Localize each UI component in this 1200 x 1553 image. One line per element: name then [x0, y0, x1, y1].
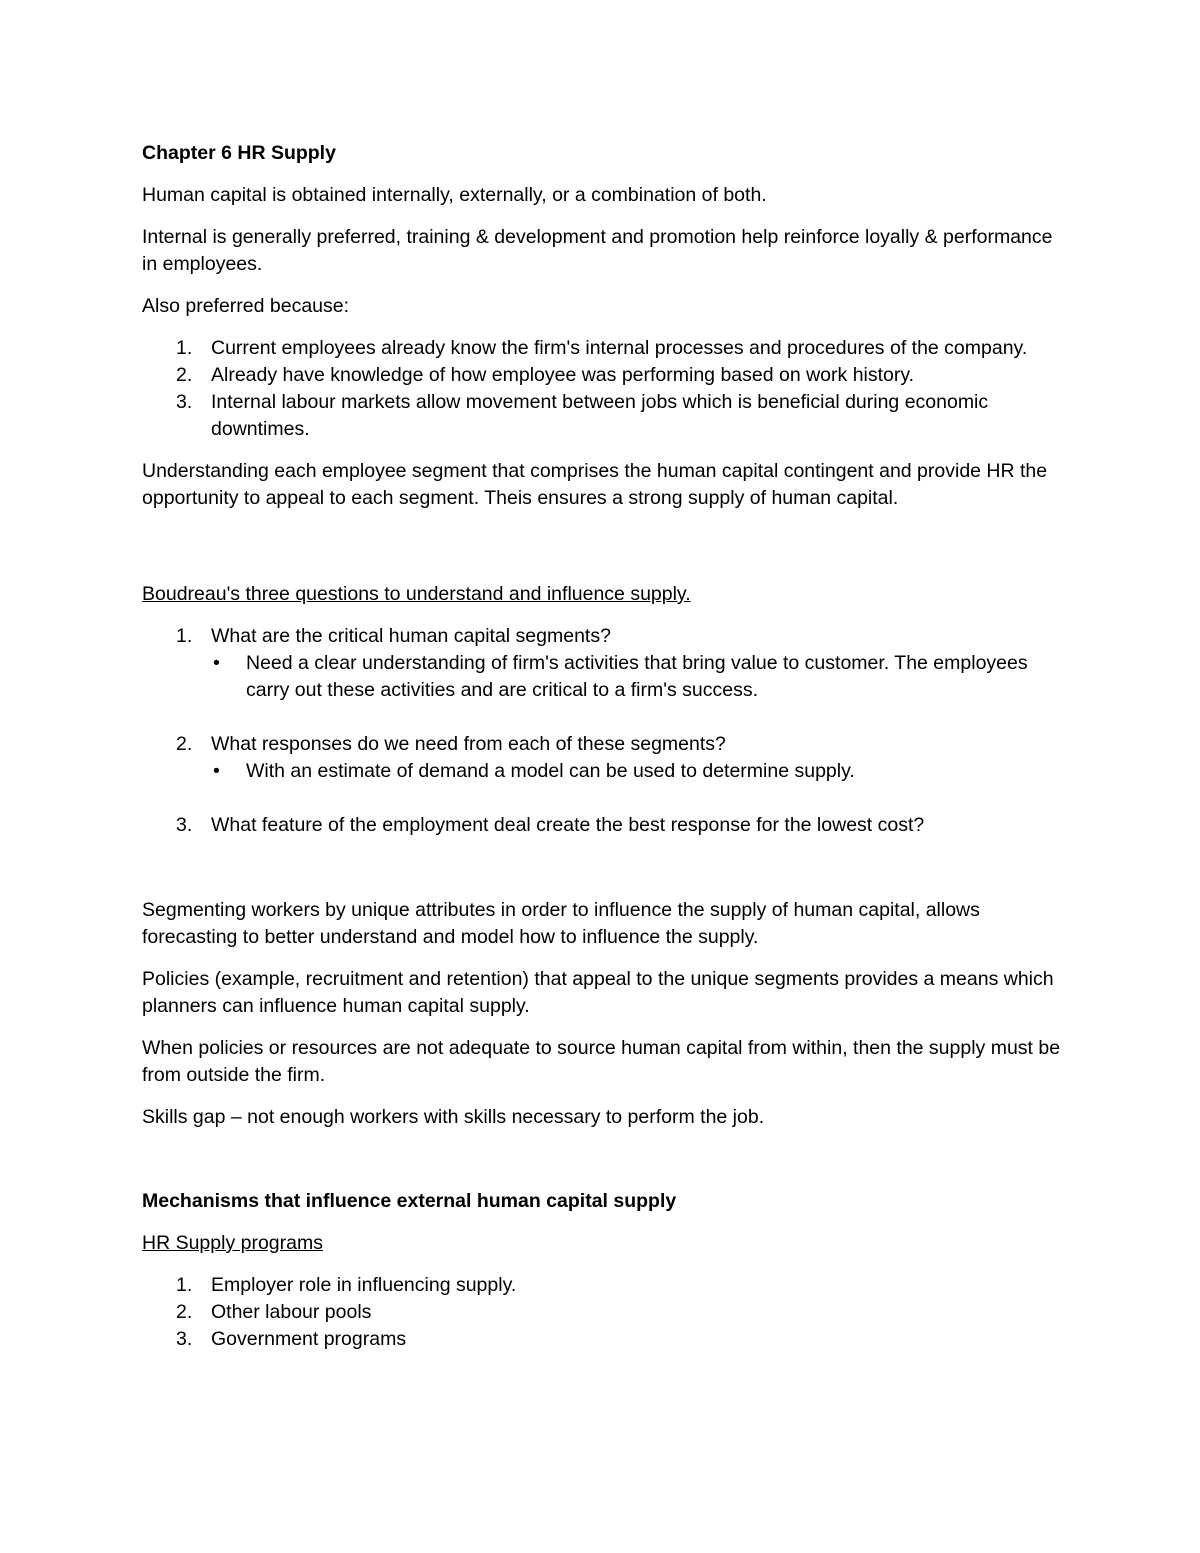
bullet-text: Need a clear understanding of firm's activities that bring value to customer. The employees carry out these activities and are critical to a firm's success. [246, 652, 1028, 701]
intro-paragraph-1: Human capital is obtained internally, externally, or a combination of both. [142, 184, 767, 206]
list-item [142, 1299, 1062, 1326]
list-item [142, 731, 1062, 785]
list-number: 2. [176, 733, 193, 755]
list-number: 1. [176, 625, 193, 647]
list-number: 3. [176, 391, 193, 413]
boudreau-heading: Boudreau's three questions to understand and influence supply. [142, 583, 691, 605]
list-number: 1. [176, 1274, 193, 1296]
list-item-text: Already have knowledge of how employee was performing based on work history. [211, 364, 915, 386]
list-item-text: Internal labour markets allow movement between jobs which is beneficial during economic downtimes. [211, 391, 989, 440]
list-item-text: Employer role in influencing supply. [211, 1274, 517, 1296]
list-item [142, 812, 1062, 839]
list-item-text: What are the critical human capital segments? [211, 625, 611, 647]
list-number: 2. [176, 364, 193, 386]
bullet-glyph: • [213, 652, 220, 674]
list-item-text: What feature of the employment deal create the best response for the lowest cost? [211, 814, 925, 836]
list-number: 3. [176, 814, 193, 836]
bullet-glyph: • [213, 760, 220, 782]
list-number: 2. [176, 1301, 193, 1323]
list-number: 3. [176, 1328, 193, 1350]
list-number: 1. [176, 337, 193, 359]
after-paragraph-4: Skills gap – not enough workers with skills necessary to perform the job. [142, 1106, 765, 1128]
document-title: Chapter 6 HR Supply [142, 142, 336, 164]
bullet-item [211, 650, 1062, 704]
mechanisms-list [142, 1272, 1062, 1353]
intro-paragraph-2: Internal is generally preferred, training & development and promotion help reinforce loyally & performance in employees. [142, 226, 1053, 275]
document-page [142, 140, 1062, 1368]
list-item-text: Current employees already know the firm's internal processes and procedures of the company. [211, 337, 1028, 359]
after-paragraph-3: When policies or resources are not adequate to source human capital from within, then the supply must be from outside the firm. [142, 1037, 1061, 1086]
sub-bullet-list [211, 758, 1062, 785]
after-paragraph-2: Policies (example, recruitment and retention) that appeal to the unique segments provides a means which planners can influence human capital supply. [142, 968, 1054, 1017]
intro-paragraph-3: Also preferred because: [142, 295, 350, 317]
list-item [142, 1272, 1062, 1299]
after-paragraph-1: Segmenting workers by unique attributes in order to influence the supply of human capital, allows forecasting to better understand and model how to influence the supply. [142, 899, 980, 948]
sub-bullet-list [211, 650, 1062, 704]
mechanisms-heading: Mechanisms that influence external human capital supply [142, 1190, 677, 1212]
list-item [142, 1326, 1062, 1353]
bullet-item [211, 758, 1062, 785]
list-item [142, 362, 1062, 389]
list-item-text: Other labour pools [211, 1301, 372, 1323]
list-item [142, 389, 1062, 443]
reasons-list [142, 335, 1062, 443]
list-item-text: Government programs [211, 1328, 407, 1350]
bullet-text: With an estimate of demand a model can be used to determine supply. [246, 760, 855, 782]
boudreau-questions-list [142, 623, 1062, 839]
segment-paragraph: Understanding each employee segment that comprises the human capital contingent and provide HR the opportunity to appeal to each segment. Theis ensures a strong supply of human capital. [142, 460, 1048, 509]
mechanisms-subheading: HR Supply programs [142, 1232, 323, 1254]
list-item [142, 335, 1062, 362]
list-item-text: What responses do we need from each of these segments? [211, 733, 726, 755]
list-item [142, 623, 1062, 704]
